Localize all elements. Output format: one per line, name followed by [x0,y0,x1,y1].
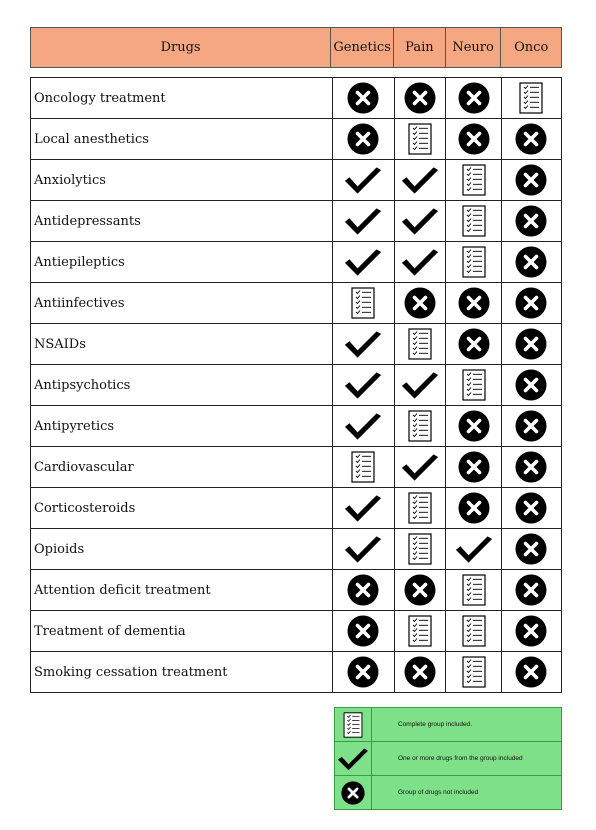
status-cell [446,201,501,242]
drug-name: Antipsychotics [31,365,333,406]
x-circle-icon [515,498,547,517]
x-circle-icon [515,334,547,353]
x-circle-icon [515,129,547,148]
drug-name: Opioids [31,529,333,570]
x-circle-icon [515,170,547,189]
status-cell [394,242,446,283]
x-circle-icon [404,662,436,681]
table-row [31,570,562,611]
x-circle-icon [515,457,547,476]
checklist-icon [408,129,432,148]
status-cell [332,201,394,242]
status-cell [501,160,561,201]
status-cell [501,611,561,652]
table-row [31,611,562,652]
x-circle-icon [404,293,436,312]
header-cell-drugs: Drugs [31,28,331,68]
status-cell [332,570,394,611]
legend-row [335,742,562,776]
status-cell [394,119,446,160]
checkmark-icon [344,170,382,189]
status-cell [446,324,501,365]
status-cell [332,242,394,283]
checkmark-icon [455,539,493,558]
status-cell [501,406,561,447]
checkmark-icon [344,334,382,353]
x-circle-icon [347,129,379,148]
legend-row [335,776,562,810]
x-circle-icon [515,375,547,394]
table-row [31,488,562,529]
checkmark-icon [344,416,382,435]
x-circle-icon [515,621,547,640]
drug-name: Treatment of dementia [31,611,333,652]
checklist-icon [343,714,363,733]
status-cell [394,160,446,201]
header-cell-onco: Onco [501,28,562,68]
checklist-icon [351,293,375,312]
status-cell [501,365,561,406]
status-cell [446,488,501,529]
drug-name: Oncology treatment [31,78,333,119]
status-cell [446,447,501,488]
status-cell [446,652,501,693]
status-cell [501,529,561,570]
checkmark-icon [401,375,439,394]
checkmark-icon [401,170,439,189]
status-cell [394,78,446,119]
status-cell [332,652,394,693]
status-cell [332,283,394,324]
status-cell [501,78,561,119]
checklist-icon [462,375,486,394]
x-circle-icon [404,580,436,599]
legend-row [335,708,562,742]
status-cell [501,283,561,324]
checklist-icon [408,416,432,435]
x-circle-icon [347,580,379,599]
legend-text: Group of drugs not included [372,776,562,810]
x-circle-icon [347,88,379,107]
checklist-icon [408,498,432,517]
status-cell [501,242,561,283]
drug-name: Smoking cessation treatment [31,652,333,693]
checklist-icon [462,211,486,230]
checklist-icon [408,334,432,353]
x-circle-icon [458,293,490,312]
status-cell [446,529,501,570]
table-row [31,406,562,447]
checkmark-icon [344,498,382,517]
legend-table [334,707,562,810]
x-circle-icon [515,416,547,435]
header-cell-pain: Pain [394,28,446,68]
drug-name: Anxiolytics [31,160,333,201]
table-row [31,652,562,693]
status-cell [394,201,446,242]
status-cell [332,488,394,529]
table-row [31,201,562,242]
legend-text: Complete group included. [372,708,562,742]
status-cell [394,447,446,488]
status-cell [332,119,394,160]
status-cell [394,529,446,570]
x-circle-icon [458,457,490,476]
status-cell [332,406,394,447]
checklist-icon [462,580,486,599]
checkmark-icon [344,252,382,271]
table-row [31,242,562,283]
status-cell [332,78,394,119]
drug-name: Local anesthetics [31,119,333,160]
table-row [31,529,562,570]
status-cell [501,447,561,488]
table-row [31,160,562,201]
drug-name: NSAIDs [31,324,333,365]
status-cell [501,570,561,611]
checkmark-icon [401,252,439,271]
x-circle-icon [347,662,379,681]
drug-name: Cardiovascular [31,447,333,488]
checkmark-icon [344,375,382,394]
status-cell [394,365,446,406]
checklist-icon [408,621,432,640]
x-circle-icon [515,539,547,558]
status-cell [394,570,446,611]
x-circle-icon [458,334,490,353]
legend-symbol [335,776,372,810]
status-cell [446,160,501,201]
table-row [31,283,562,324]
checklist-icon [351,457,375,476]
checkmark-icon [337,748,369,767]
legend-text: One or more drugs from the group included [372,742,562,776]
status-cell [332,365,394,406]
status-cell [501,324,561,365]
drug-name: Attention deficit treatment [31,570,333,611]
x-circle-icon [515,211,547,230]
drug-name: Antidepressants [31,201,333,242]
x-circle-icon [458,416,490,435]
status-cell [394,406,446,447]
x-circle-icon [458,129,490,148]
status-cell [501,201,561,242]
drug-table [30,77,562,693]
status-cell [332,611,394,652]
x-circle-icon [515,293,547,312]
status-cell [332,324,394,365]
status-cell [501,119,561,160]
drug-name: Antipyretics [31,406,333,447]
checkmark-icon [344,539,382,558]
drug-name: Antiepileptics [31,242,333,283]
status-cell [394,611,446,652]
checklist-icon [519,88,543,107]
status-cell [501,652,561,693]
status-cell [446,78,501,119]
status-cell [446,242,501,283]
legend-symbol [335,742,372,776]
x-circle-icon [515,252,547,271]
drug-name: Corticosteroids [31,488,333,529]
header-row [31,28,562,68]
header-table [30,27,562,68]
status-cell [446,406,501,447]
checkmark-icon [401,211,439,230]
x-circle-icon [515,662,547,681]
x-circle-icon [458,88,490,107]
status-cell [394,488,446,529]
status-cell [394,324,446,365]
table-row [31,119,562,160]
status-cell [332,160,394,201]
header-cell-genetics: Genetics [331,28,394,68]
status-cell [501,488,561,529]
status-cell [446,611,501,652]
x-circle-icon [515,580,547,599]
x-circle-icon [347,621,379,640]
x-circle-icon [404,88,436,107]
status-cell [446,283,501,324]
status-cell [394,652,446,693]
drug-name: Antiinfectives [31,283,333,324]
status-cell [394,283,446,324]
status-cell [446,119,501,160]
checklist-icon [462,621,486,640]
table-row [31,365,562,406]
x-circle-icon [458,498,490,517]
checkmark-icon [401,457,439,476]
table-row [31,78,562,119]
header-cell-neuro: Neuro [445,28,501,68]
checkmark-icon [344,211,382,230]
status-cell [446,570,501,611]
x-circle-icon [341,782,365,801]
checklist-icon [462,170,486,189]
table-row [31,324,562,365]
legend-symbol [335,708,372,742]
checklist-icon [462,662,486,681]
status-cell [446,365,501,406]
checklist-icon [408,539,432,558]
status-cell [332,529,394,570]
status-cell [332,447,394,488]
table-row [31,447,562,488]
checklist-icon [462,252,486,271]
